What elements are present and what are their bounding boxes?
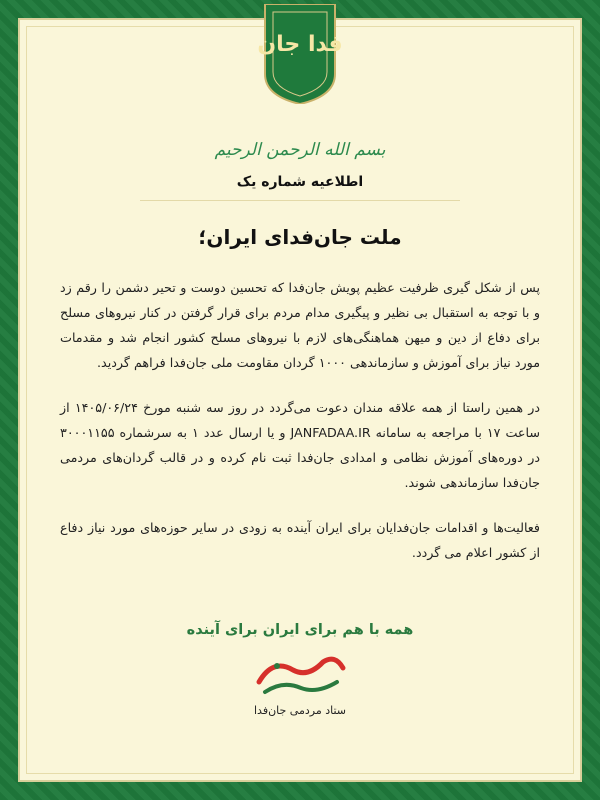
paragraph-3: فعالیت‌ها و اقدامات جان‌فدایان برای ایران آینده به زودی در سایر حوزه‌های مورد نیاز دفاع از کشور اعلام می گردد. bbox=[60, 520, 540, 560]
bismillah: بسم الله الرحمن الرحیم bbox=[214, 140, 386, 160]
page-title: ملت جان‌فدای ایران؛ bbox=[198, 225, 402, 249]
footer-organization: ستاد مردمی جان‌فدا bbox=[253, 704, 347, 717]
jan-fada-iran-logo bbox=[253, 652, 347, 700]
divider bbox=[140, 200, 460, 201]
paragraph-1: پس از شکل گیری ظرفیت عظیم پویش جان‌فدا که تحسین دوست و تحیر دشمن را رقم زد و با توجه به استقبال بی نظیر و پیگیری مدام مردم برای قرار گرفتن در کنار نیروهای مسلح برای دفاع از دین و میهن هماهنگی‌های لازم با نیروهای مسلح کشور انجام شد و مقدمات مورد نیاز برای آموزش و سازماندهی ۱۰۰۰ گردان مقاومت ملی جان‌فدا فراهم گردید. bbox=[60, 280, 540, 370]
emblem bbox=[257, 4, 343, 112]
announcement-body bbox=[60, 275, 540, 585]
announcement-number: اطلاعیه شماره یک bbox=[236, 174, 364, 190]
emblem-text: فدا جان bbox=[257, 32, 343, 57]
announcement-card bbox=[18, 18, 582, 782]
paragraph-2: در همین راستا از همه علاقه مندان دعوت می‌گردد در روز سه شنبه مورخ ۱۴۰۵/۰۶/۲۴ از ساعت ۱۷ با مراجعه به سامانه JANFADAA.IR و یا ارسال عدد ۱ به سرشماره ۳۰۰۰۱۱۵۵ در دوره‌های آموزش نظامی و امدادی جان‌فدا ثبت نام کرده و در قالب گردان‌های مردمی جان‌فدا سازماندهی شوند. bbox=[60, 400, 541, 490]
slogan: همه با هم برای ایران برای آینده bbox=[186, 622, 414, 638]
